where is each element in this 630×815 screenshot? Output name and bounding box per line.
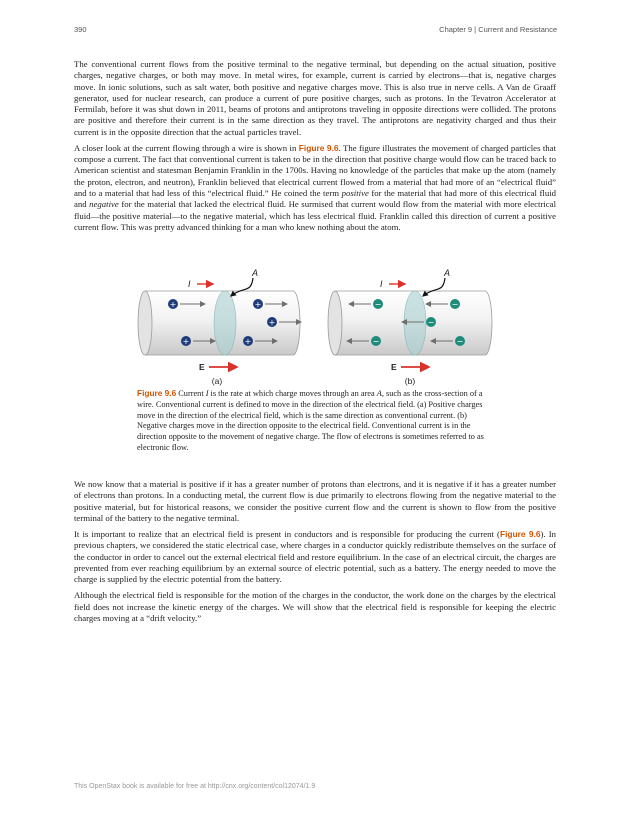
svg-text:+: +: [169, 300, 177, 309]
text-run: A closer look at the current flowing through a wire is shown in: [74, 142, 299, 153]
panel-b-label: (b): [404, 376, 416, 386]
body-section-top: [74, 59, 556, 238]
svg-text:+: +: [182, 337, 190, 346]
caption-text: Current: [176, 389, 206, 398]
paragraph-conventional-current: The conventional current flows from the positive terminal to the negative terminal, but depending on the actual situation, positive charges, negative charges, or both may move. In metal wires, for example, current is carried by electrons—that is, negative charges move. In ionic solutions, such as salt water, both positive and negative charges move. This is also true in nerve cells. A Van de Graaff generator, used for nuclear research, can produce a current of pure positive charges, such as protons. In the Tevatron Accelerator at Fermilab, before it was shut down in 2011, beams of protons and antiprotons traveling in opposite directions were collided. The protons are positive and therefore their current is in the same direction as they travel. The antiprotons are negativity charged and thus their current is in the opposite direction that the actual particles travel.: [74, 59, 556, 137]
svg-text:−: −: [372, 337, 380, 346]
caption-area-symbol: A: [376, 389, 382, 398]
figure-caption: [137, 388, 492, 454]
caption-label: Figure 9.6: [137, 388, 177, 398]
svg-text:−: −: [427, 318, 435, 327]
svg-text:−: −: [451, 300, 459, 309]
figure-reference-link[interactable]: Figure 9.6: [499, 528, 541, 539]
field-label-b: E: [391, 362, 397, 372]
body-section-bottom: [74, 479, 556, 629]
svg-text:+: +: [254, 300, 262, 309]
panel-a-label: (a): [211, 376, 223, 386]
area-label-b: A: [444, 268, 451, 278]
cross-section-area-a: [214, 291, 236, 355]
wire-end-a: [138, 291, 152, 355]
chapter-header: Chapter 9 | Current and Resistance: [439, 25, 557, 34]
text-run: for the material that had more of this electrical fluid and: [74, 188, 556, 210]
svg-text:+: +: [244, 337, 252, 346]
emphasis-positive: positive: [341, 188, 369, 199]
svg-text:+: +: [268, 318, 276, 327]
paragraph-closer-look: [74, 143, 556, 233]
svg-text:−: −: [374, 300, 382, 309]
cross-section-area-b: [404, 291, 426, 355]
caption-text: , such as the cross-section of a wire. Conventional current is defined to move in the direction of the electrical field. (a) Positive charges move in the direction of the electrical field, which is the same direction as conventional current. (b) Negative charges move in the direction opposite to the electrical field. Conventional current is in the direction opposite to the movement of negative charge. The flow of electrons is sometimes referred to as electronic flow.: [137, 389, 484, 452]
text-run: It is important to realize that an electrical field is present in conductors and is responsible for producing the current (: [74, 528, 500, 539]
caption-text: is the rate at which charge moves through an area: [208, 389, 377, 398]
current-label-b: I: [380, 279, 383, 289]
area-label-a: A: [252, 268, 259, 278]
paragraph-drift-velocity: Although the electrical field is responsible for the motion of the charges in the conductor, the work done on the charges by the electrical field does not increase the kinetic energy of the charges. We will show that the electrical field is responsible for keeping the electric charges moving at a “drift velocity.”: [74, 590, 556, 623]
text-run: . The figure illustrates the movement of charged particles that compose a current. The fact that conventional current is taken to be in the direction that positive charge would flow can be traced back to American scientist and statesman Benjamin Franklin in the 1700s. Having no knowledge of the particles that make up the atom (namely the proton, electron, and neutron), Franklin believed that electrical current flowed from a material that had more of an “electrical fluid” and to a material that had less of this “electrical fluid.” He coined the term: [74, 142, 557, 199]
panel-b: [328, 268, 492, 386]
page-number: 390: [74, 25, 87, 34]
panel-a: [138, 268, 301, 386]
paragraph-electrical-field: [74, 529, 556, 585]
wire-end-b: [328, 291, 342, 355]
emphasis-negative: negative: [89, 199, 119, 210]
text-run: for the material that lacked the electrical fluid. He surmised that current would flow from the material with more electrical fluid—the positive material—to the negative material, which has less electrical fluid. Franklin called this direction of current a positive current flow. This was pretty advanced thinking for a man who knew nothing about the atom.: [74, 199, 556, 232]
figure-9-6-diagram: [135, 266, 495, 386]
page-footer: This OpenStax book is available for free at http://cnx.org/content/col12074/1.9: [74, 783, 316, 790]
text-run: ). In previous chapters, we considered the static electrical case, where charges in a conductor quickly redistribute themselves on the surface of the conductor in order to cancel out the external electrical field and restore equilibrium. In the case of an electrical circuit, the charges are prevented from ever reaching equilibrium by an external source of electric potential, such as a battery. The energy needed to move the charge is supplied by the electric potential from the battery.: [74, 528, 556, 585]
figure-reference-link[interactable]: Figure 9.6: [298, 142, 339, 153]
svg-text:−: −: [456, 337, 464, 346]
caption-current-symbol: I: [205, 389, 209, 398]
field-label-a: E: [199, 362, 205, 372]
current-label-a: I: [188, 279, 191, 289]
paragraph-positive-negative-material: We now know that a material is positive if it has a greater number of protons than electrons, and it is negative if it has a greater number of electrons than protons. In a conducting metal, the current flow is due primarily to electrons flowing from the negative material to the positive material, but for historical reasons, we consider the positive current flow and the current is shown to flow from the positive terminal of the battery to the negative terminal.: [74, 479, 556, 523]
